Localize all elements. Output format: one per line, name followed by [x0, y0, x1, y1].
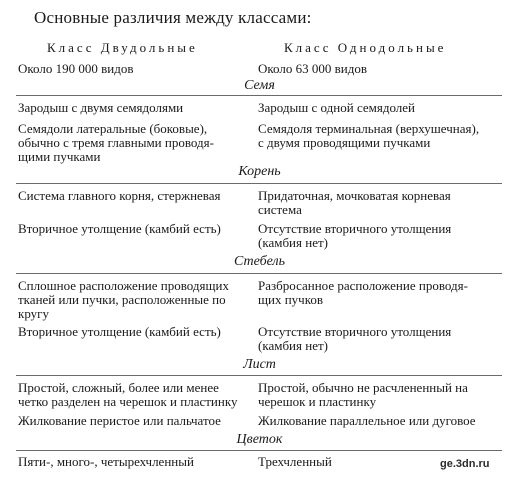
cell-line: Сплошное расположение проводящих	[18, 278, 229, 293]
cell-line: Отсутствие вторичного утолщения	[258, 324, 452, 339]
intro-monocots-species: Около 63 000 видов	[258, 61, 367, 76]
cell-line: четко разделен на черешок и пластинку	[18, 394, 238, 409]
column-header-dicots: Класс Двудольные	[47, 40, 198, 55]
cell-line: Система главного корня, стержневая	[18, 188, 221, 203]
cell-line: (камбия нет)	[258, 338, 328, 353]
cell-line: кругу	[18, 306, 49, 321]
row-cell-left	[18, 414, 221, 428]
cell-line: система	[258, 202, 302, 217]
section-heading-leaf: Лист	[243, 357, 276, 372]
section-heading-seed: Семя	[244, 78, 275, 93]
cell-line: щих пучков	[258, 292, 324, 307]
column-header-monocots: Класс Однодольные	[284, 40, 447, 55]
row-cell-left	[18, 189, 221, 203]
site-watermark: ge.3dn.ru	[440, 458, 490, 470]
row-cell-right	[258, 189, 451, 217]
cell-line: Вторичное утолщение (камбий есть)	[18, 324, 221, 339]
row-cell-left	[18, 279, 229, 321]
row-cell-left	[18, 455, 194, 469]
row-cell-right	[258, 279, 468, 307]
cell-line: Семядоли латеральные (боковые),	[18, 121, 208, 136]
cell-line: Зародыш с двумя семядолями	[18, 100, 184, 115]
row-cell-left	[18, 381, 237, 409]
cell-line: тканей или пучки, расположенные по	[18, 292, 226, 307]
section-divider	[16, 95, 502, 96]
cell-line: обычно с тремя главными проводя-	[18, 135, 214, 150]
intro-dicots-species: Около 190 000 видов	[18, 61, 134, 76]
cell-line: Разбросанное расположение проводя-	[258, 278, 468, 293]
cell-line: Простой, сложный, более или менее	[18, 380, 219, 395]
row-cell-right	[258, 414, 476, 428]
section-heading-flower: Цветок	[236, 432, 283, 447]
cell-line: Отсутствие вторичного утолщения	[258, 221, 452, 236]
section-divider	[16, 273, 502, 274]
row-cell-right	[258, 222, 451, 250]
section-divider	[16, 375, 502, 376]
cell-line: Зародыш с одной семядолей	[258, 100, 416, 115]
cell-line: с двумя проводящими пучками	[258, 135, 431, 150]
cell-line: щими пучками	[18, 149, 101, 164]
cell-line: Вторичное утолщение (камбий есть)	[18, 221, 221, 236]
row-cell-left	[18, 122, 214, 164]
cell-line: Трехчленный	[258, 454, 332, 469]
cell-line: Простой, обычно не расчлененный на	[258, 380, 468, 395]
section-divider	[16, 183, 502, 184]
cell-line: Придаточная, мочковатая корневая	[258, 188, 451, 203]
cell-line: Семядоля терминальная (верхушечная),	[258, 121, 480, 136]
row-cell-right	[258, 455, 332, 469]
cell-line: Жилкование параллельное или дуговое	[258, 413, 476, 428]
section-heading-stem: Стебель	[233, 254, 286, 269]
cell-line: черешок и пластинку	[258, 394, 377, 409]
cell-line: Пяти-, много-, четырехчленный	[18, 454, 194, 469]
row-cell-left	[18, 325, 221, 339]
row-cell-right	[258, 325, 451, 353]
row-cell-right	[258, 381, 468, 409]
document-title: Основные различия между классами:	[34, 8, 312, 27]
row-cell-left	[18, 101, 183, 115]
row-cell-right	[258, 101, 415, 115]
section-divider	[16, 450, 502, 451]
row-cell-right	[258, 122, 479, 150]
row-cell-left	[18, 222, 221, 236]
cell-line: Жилкование перистое или пальчатое	[18, 413, 221, 428]
cell-line: (камбия нет)	[258, 235, 328, 250]
section-heading-root: Корень	[238, 164, 281, 179]
